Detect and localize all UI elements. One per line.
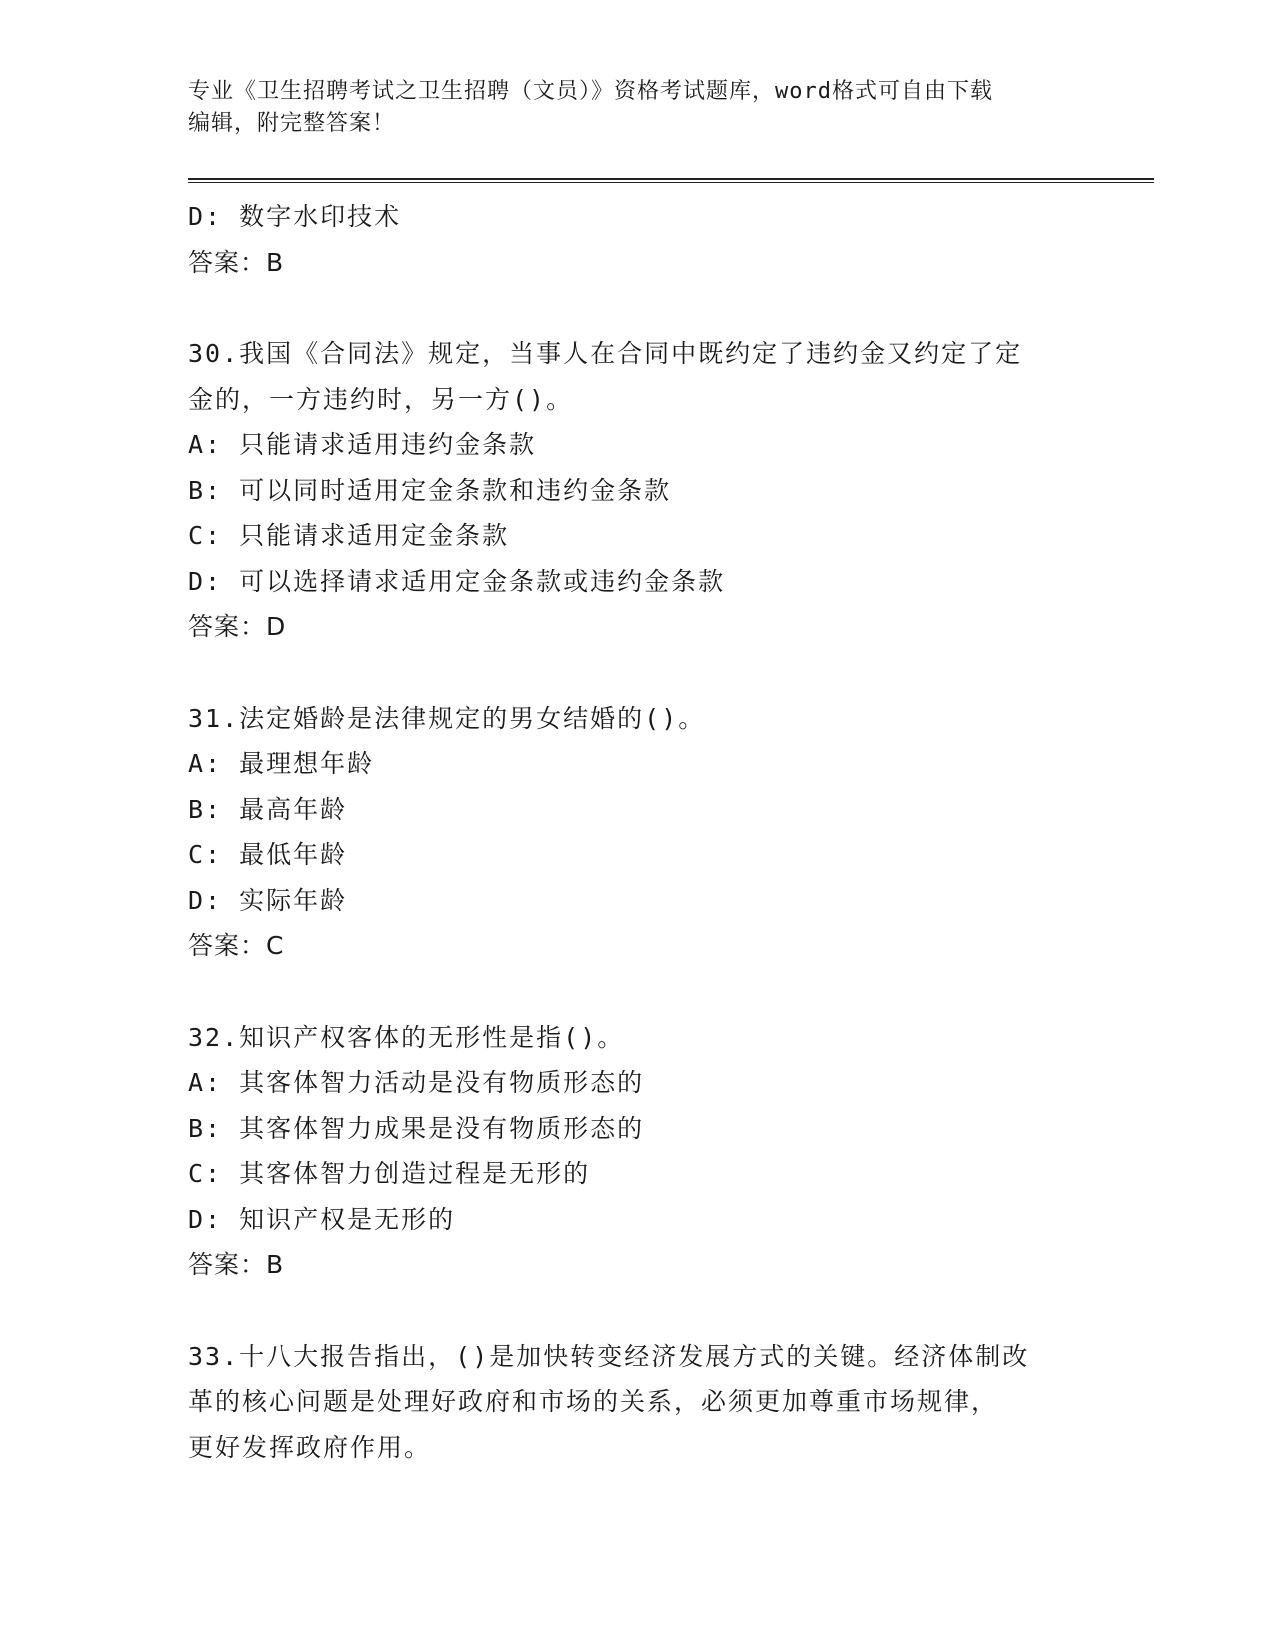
option-d: D: 数字水印技术 — [188, 202, 402, 231]
option-a: A: 只能请求适用违约金条款 — [188, 430, 537, 459]
option-c: C: 只能请求适用定金条款 — [188, 521, 510, 550]
question-list — [188, 194, 1088, 1470]
question-30 — [188, 331, 1088, 650]
question-33 — [188, 1334, 1088, 1471]
question-31 — [188, 696, 1088, 969]
option-c: C: 其客体智力创造过程是无形的 — [188, 1159, 591, 1188]
option-a: A: 其客体智力活动是没有物质形态的 — [188, 1068, 645, 1097]
option-d: D: 可以选择请求适用定金条款或违约金条款 — [188, 566, 726, 596]
option-b: B: 其客体智力成果是没有物质形态的 — [188, 1113, 645, 1143]
header-line-2: 编辑，附完整答案！ — [188, 111, 396, 136]
option-a: A: 最理想年龄 — [188, 749, 375, 778]
question-stem-line: 31.法定婚龄是法律规定的男女结婚的()。 — [188, 703, 706, 733]
question-stem-line: 金的，一方违约时，另一方()。 — [188, 384, 574, 414]
question-32 — [188, 1015, 1088, 1288]
question-stem-line: 革的核心问题是处理好政府和市场的关系，必须更加尊重市场规律， — [188, 1387, 999, 1416]
answer-line: 答案：C — [188, 931, 285, 960]
header-divider — [188, 178, 1154, 183]
question-stem-line: 更好发挥政府作用。 — [188, 1432, 432, 1462]
header-line-1: 专业《卫生招聘考试之卫生招聘（文员）》资格考试题库，word格式可自由下载 — [188, 79, 993, 104]
option-c: C: 最低年龄 — [188, 840, 348, 869]
option-d: D: 知识产权是无形的 — [188, 1204, 456, 1234]
answer-line: 答案：B — [188, 1250, 285, 1279]
option-d: D: 实际年龄 — [188, 885, 348, 915]
document-header — [188, 76, 1068, 140]
answer-line: 答案：B — [188, 247, 285, 277]
question-stem-line: 32.知识产权客体的无形性是指()。 — [188, 1022, 625, 1052]
option-b: B: 最高年龄 — [188, 794, 348, 824]
answer-line: 答案：D — [188, 612, 287, 641]
question-stem-line: 33.十八大报告指出，()是加快转变经济发展方式的关键。经济体制改 — [188, 1341, 1030, 1371]
previous-question-tail — [188, 194, 1088, 285]
question-stem-line: 30.我国《合同法》规定，当事人在合同中既约定了违约金又约定了定 — [188, 339, 1023, 368]
option-b: B: 可以同时适用定金条款和违约金条款 — [188, 475, 672, 505]
